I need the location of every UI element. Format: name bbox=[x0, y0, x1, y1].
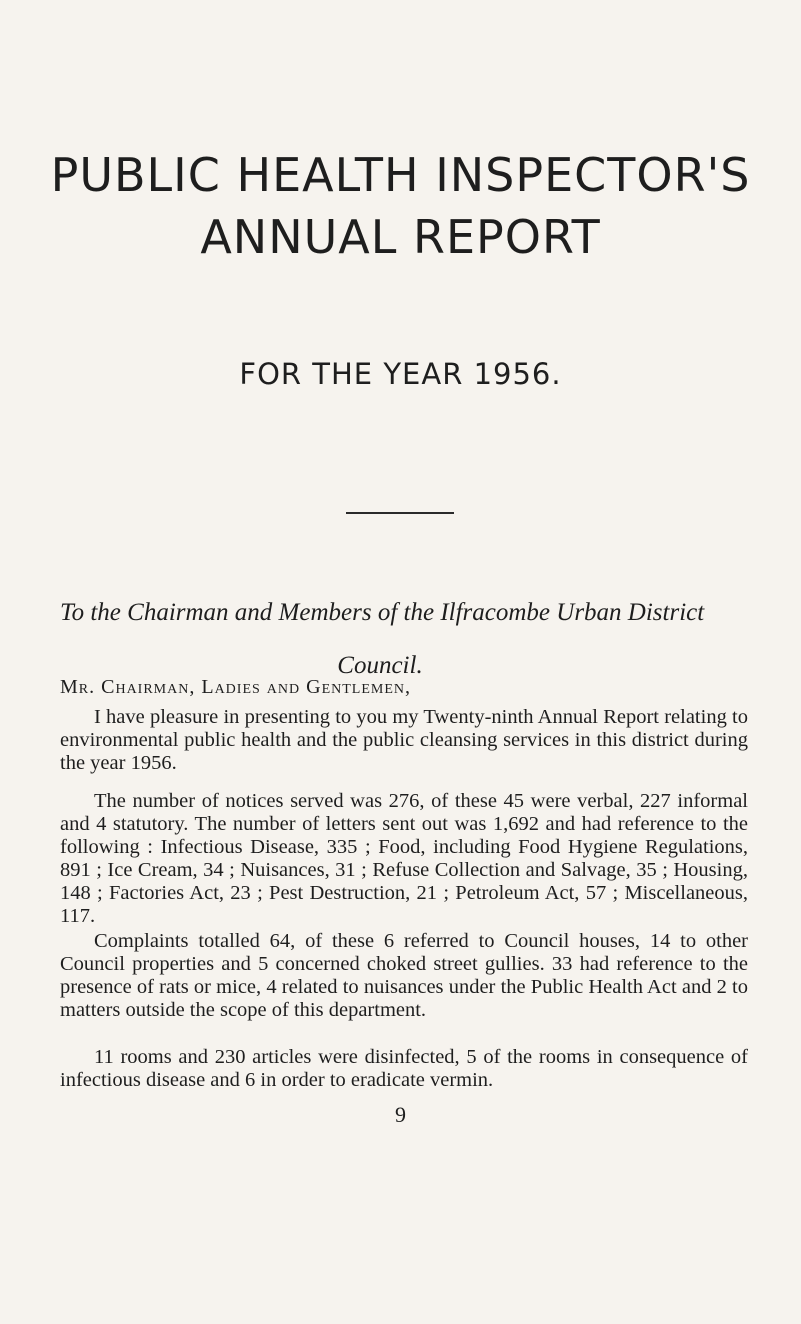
paragraph-complaints: Complaints totalled 64, of these 6 referred to Council houses, 14 to other Council properties and 5 concerned choked street gullies. 33 had reference to the presence of rats or mice, 4 related to nuisances under the Public Health Act and 2 to matters outside the scope of this department. bbox=[60, 930, 748, 1021]
address-line-2: Council. bbox=[337, 652, 423, 679]
divider-rule bbox=[346, 512, 454, 514]
salutation: Mr. Chairman, Ladies and Gentlemen, bbox=[60, 676, 411, 698]
paragraph-introduction: I have pleasure in presenting to you my Twenty-ninth Annual Report relating to environmental public health and the public cleansing services in this district during the year 1956. bbox=[60, 706, 748, 774]
paragraph-notices: The number of notices served was 276, of these 45 were verbal, 227 informal and 4 statutory. The number of letters sent out was 1,692 and had reference to the following : Infectious Disease, 335 ; Food, including Food Hygiene Regulations, 891 ; Ice Cream, 34 ; Nuisances, 31 ; Refuse Collection and Salvage, 35 ; Housing, 148 ; Factories Act, 23 ; Pest Destruction, 21 ; Petroleum Act, 57 ; Miscellaneous, 117. bbox=[60, 790, 748, 927]
page-number: 9 bbox=[395, 1102, 406, 1127]
report-year-subtitle: FOR THE YEAR 1956. bbox=[239, 357, 562, 391]
address-line-1: To the Chairman and Members of the Ilfracombe Urban District bbox=[60, 599, 705, 626]
report-title-line-2: ANNUAL REPORT bbox=[200, 210, 601, 264]
paragraph-disinfection: 11 rooms and 230 articles were disinfected, 5 of the rooms in consequence of infectious disease and 6 in order to eradicate vermin. bbox=[60, 1046, 748, 1091]
report-title-line-1: PUBLIC HEALTH INSPECTOR'S bbox=[50, 148, 751, 202]
